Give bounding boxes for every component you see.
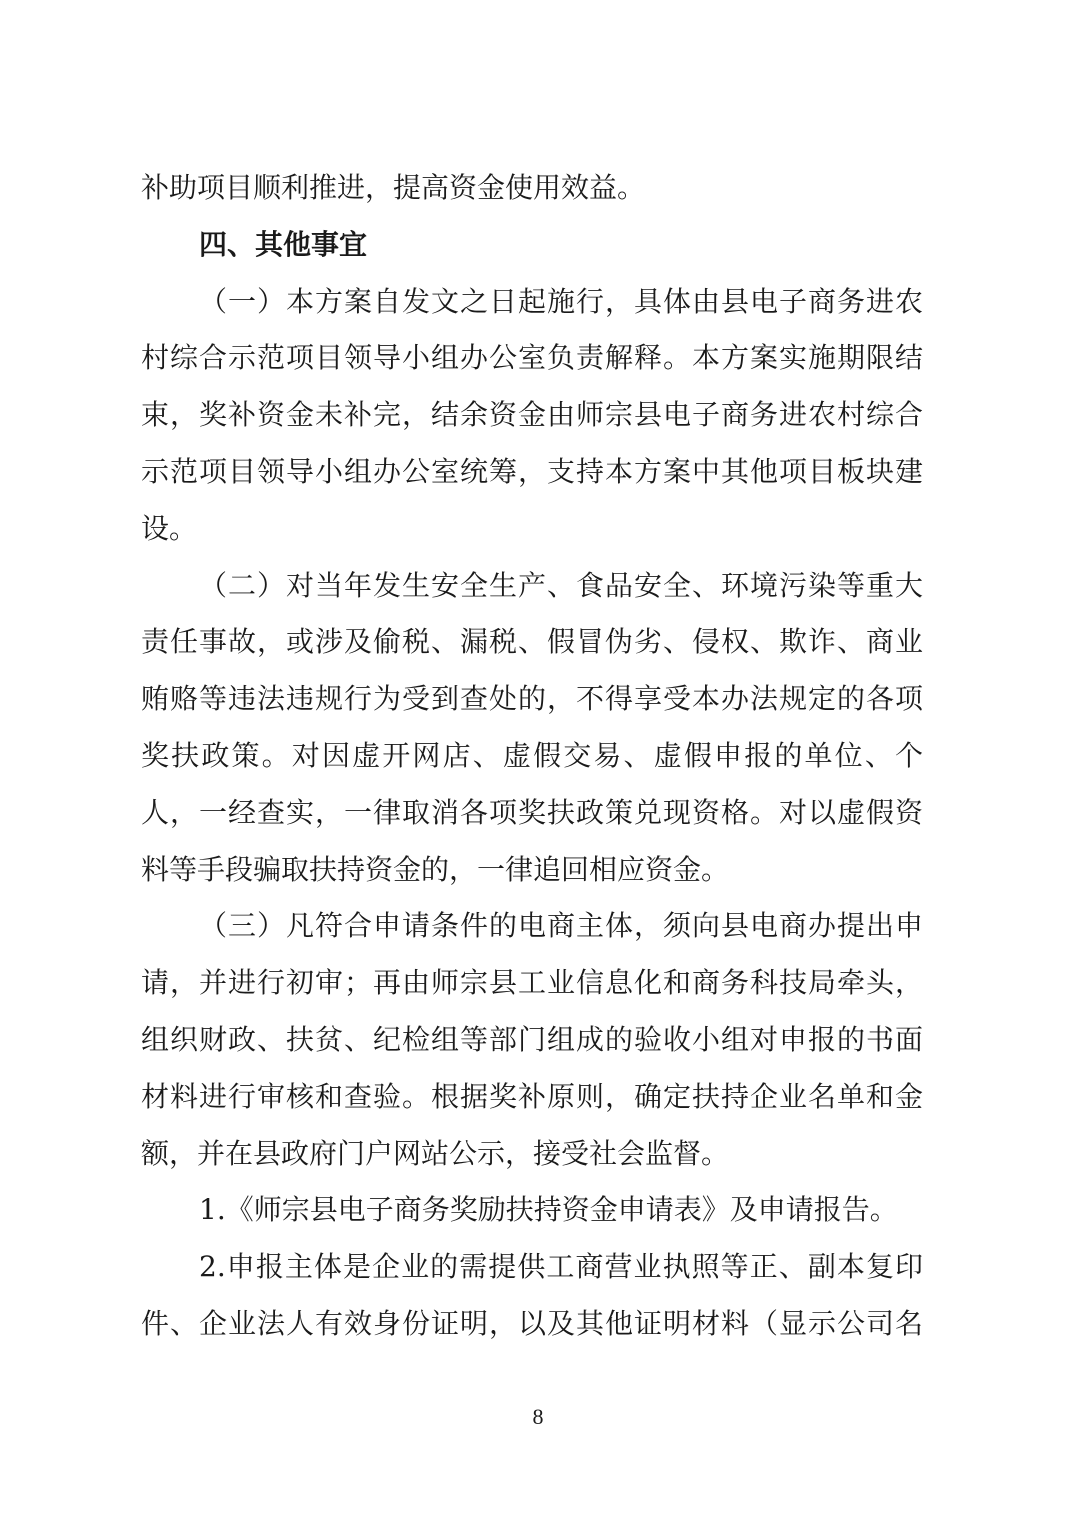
- text-line: 件、企业法人有效身份证明，以及其他证明材料（显示公司名: [141, 1306, 923, 1340]
- paragraph-first-line: （三）凡符合申请条件的电商主体，须向县电商办提出申: [199, 909, 923, 943]
- section-heading: 四、其他事宜: [199, 227, 368, 261]
- text-line: 材料进行审核和查验。根据奖补原则，确定扶持企业名单和金: [141, 1079, 923, 1113]
- text-line: 补助项目顺利推进，提高资金使用效益。: [141, 171, 646, 204]
- document-body: [141, 160, 923, 1353]
- page-number: 8: [532, 1404, 544, 1429]
- list-item: 2.申报主体是企业的需提供工商营业执照等正、副本复印: [199, 1250, 923, 1284]
- paragraph-first-line: （二）对当年发生安全生产、食品安全、环境污染等重大: [199, 568, 923, 602]
- text-line: 请，并进行初审；再由师宗县工业信息化和商务科技局牵头，: [141, 966, 923, 1000]
- text-line: 设。: [141, 511, 198, 545]
- text-line: 束，奖补资金未补完，结余资金由师宗县电子商务进农村综合: [141, 398, 923, 432]
- text-line: 责任事故，或涉及偷税、漏税、假冒伪劣、侵权、欺诈、商业: [141, 625, 923, 659]
- text-line: 贿赂等违法违规行为受到查处的，不得享受本办法规定的各项: [141, 682, 923, 716]
- text-line: 人，一经查实，一律取消各项奖扶政策兑现资格。对以虚假资: [141, 795, 923, 829]
- paragraph-first-line: （一）本方案自发文之日起施行，具体由县电子商务进农: [199, 284, 923, 318]
- list-item: 1.《师宗县电子商务奖励扶持资金申请表》及申请报告。: [199, 1193, 898, 1227]
- text-line: 料等手段骗取扶持资金的，一律追回相应资金。: [141, 852, 730, 886]
- text-line: 额，并在县政府门户网站公示，接受社会监督。: [141, 1136, 730, 1170]
- text-line: 奖扶政策。对因虚开网店、虚假交易、虚假申报的单位、个: [141, 738, 923, 772]
- text-line: 示范项目领导小组办公室统筹，支持本方案中其他项目板块建: [141, 454, 923, 488]
- text-line: 组织财政、扶贫、纪检组等部门组成的验收小组对申报的书面: [141, 1022, 923, 1056]
- text-line: 村综合示范项目领导小组办公室负责解释。本方案实施期限结: [141, 341, 923, 375]
